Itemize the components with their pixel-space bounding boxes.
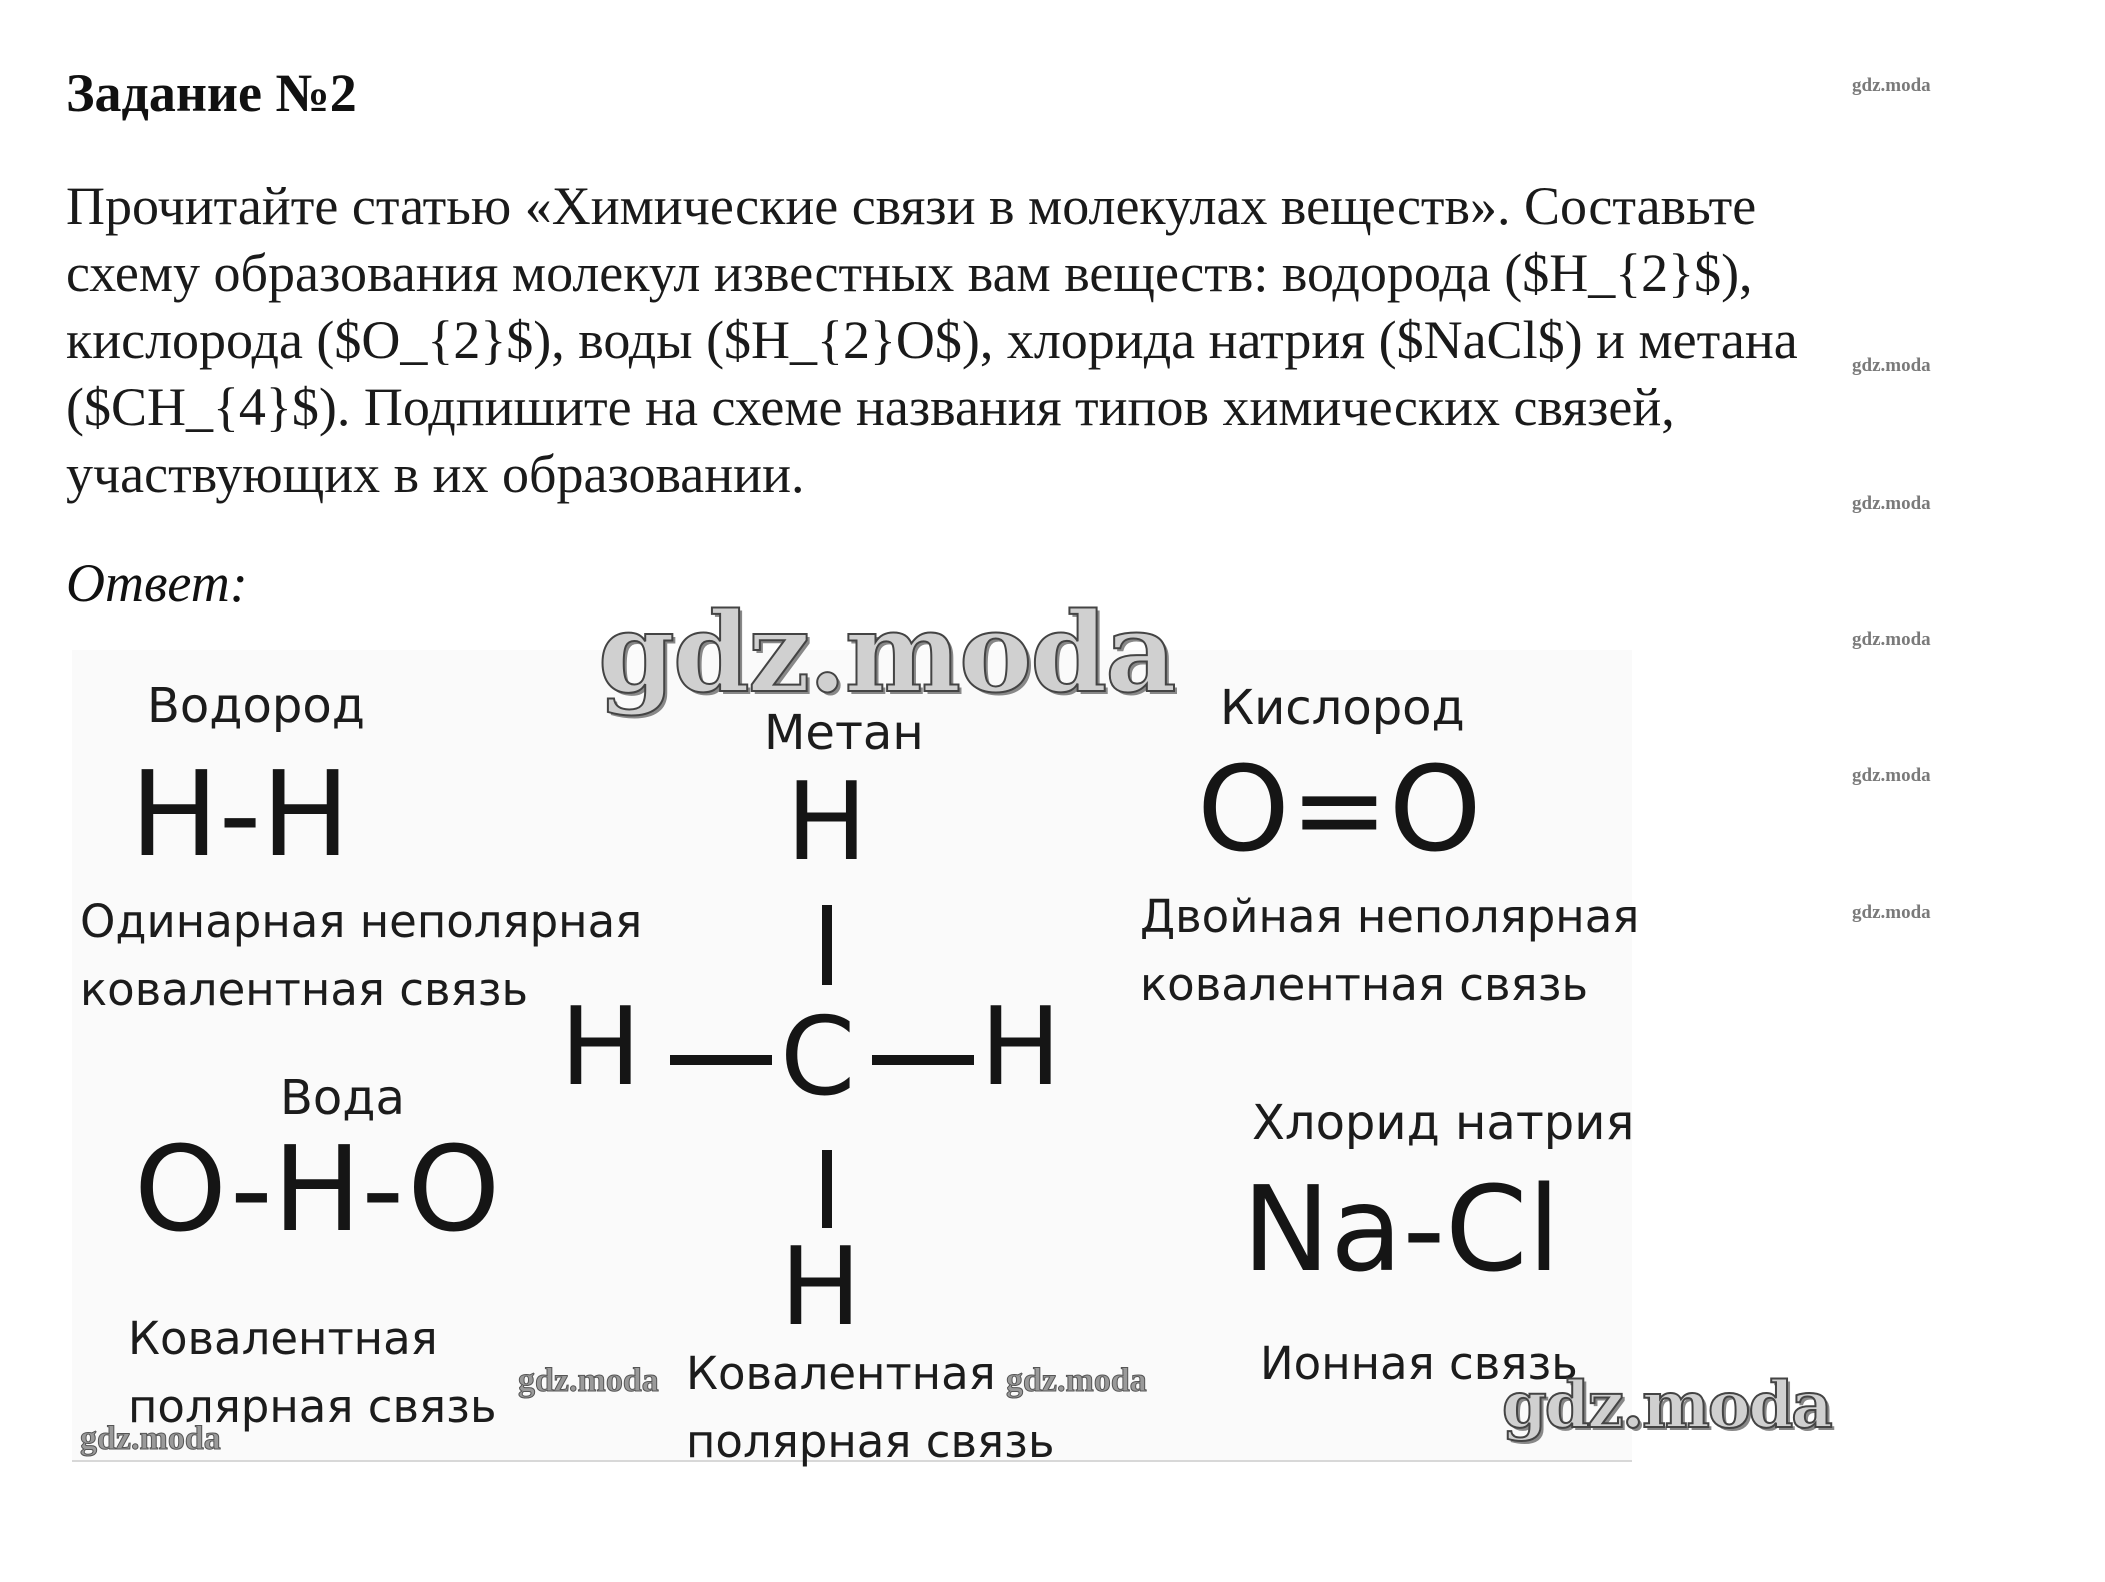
sodium-chloride-formula: Na-Cl bbox=[1242, 1160, 1561, 1298]
bond-type-line: Одинарная неполярная bbox=[80, 895, 643, 948]
task-text-line: ($CH_{4}$). Подпишите на схеме названия типов химических связей, bbox=[66, 377, 1675, 437]
hydrogen-bond-type bbox=[80, 888, 642, 1024]
methane-right-bond bbox=[872, 1055, 974, 1065]
answer-label: Ответ: bbox=[66, 553, 248, 613]
bond-type-line: Ковалентная bbox=[128, 1312, 438, 1365]
oxygen-bond-type bbox=[1140, 883, 1639, 1019]
methane-left-bond bbox=[670, 1055, 772, 1065]
sodium-chloride-name: Хлорид натрия bbox=[1252, 1095, 1635, 1151]
task-text-line: участвующих в их образовании. bbox=[66, 444, 805, 504]
methane-bottom-bond bbox=[822, 1150, 832, 1228]
methane-top-h: H bbox=[786, 760, 868, 885]
answer-diagram bbox=[72, 650, 1640, 1468]
task-text-line: кислорода ($O_{2}$), воды ($H_{2}O$), хлорида натрия ($NaCl$) и метана bbox=[66, 310, 1798, 370]
side-watermark: gdz.moda bbox=[1852, 75, 1931, 96]
bond-type-line: ковалентная связь bbox=[1140, 958, 1589, 1011]
methane-right-h: H bbox=[980, 985, 1062, 1110]
small-watermark: gdz.moda bbox=[1006, 1362, 1147, 1399]
methane-carbon: C bbox=[780, 995, 856, 1120]
bond-type-line: полярная связь bbox=[686, 1415, 1055, 1468]
bond-type-line: ковалентная связь bbox=[80, 963, 529, 1016]
methane-top-bond bbox=[822, 905, 832, 985]
bond-type-line: полярная связь bbox=[128, 1380, 497, 1433]
hydrogen-formula: H-H bbox=[130, 745, 351, 883]
small-watermark: gdz.moda bbox=[518, 1362, 659, 1399]
side-watermark: gdz.moda bbox=[1852, 493, 1931, 514]
task-text-line: схему образования молекул известных вам веществ: водорода ($H_{2}$), bbox=[66, 243, 1753, 303]
big-watermark: gdz.moda bbox=[598, 588, 1175, 717]
bond-type-line: Двойная неполярная bbox=[1140, 890, 1640, 943]
task-title: Задание №2 bbox=[66, 63, 357, 123]
methane-left-h: H bbox=[560, 985, 642, 1110]
methane-bottom-h: H bbox=[780, 1225, 862, 1350]
bond-type-line: Ковалентная bbox=[686, 1347, 996, 1400]
water-name: Вода bbox=[280, 1070, 405, 1126]
side-watermark: gdz.moda bbox=[1852, 355, 1931, 376]
oxygen-formula: O=O bbox=[1197, 740, 1482, 878]
methane-name: Метан bbox=[764, 705, 924, 761]
hydrogen-name: Водород bbox=[147, 678, 365, 734]
water-formula: O-H-O bbox=[134, 1120, 501, 1258]
big-watermark: gdz.moda bbox=[1502, 1368, 1831, 1443]
side-watermark: gdz.moda bbox=[1852, 765, 1931, 786]
methane-bond-type bbox=[686, 1340, 1055, 1476]
oxygen-name: Кислород bbox=[1220, 680, 1465, 736]
side-watermark: gdz.moda bbox=[1852, 629, 1931, 650]
side-watermark: gdz.moda bbox=[1852, 902, 1931, 923]
task-text-line: Прочитайте статью «Химические связи в молекулах веществ». Составьте bbox=[66, 176, 1757, 236]
small-watermark: gdz.moda bbox=[80, 1420, 221, 1457]
bond-type-line: Ионная связь bbox=[1260, 1337, 1578, 1390]
